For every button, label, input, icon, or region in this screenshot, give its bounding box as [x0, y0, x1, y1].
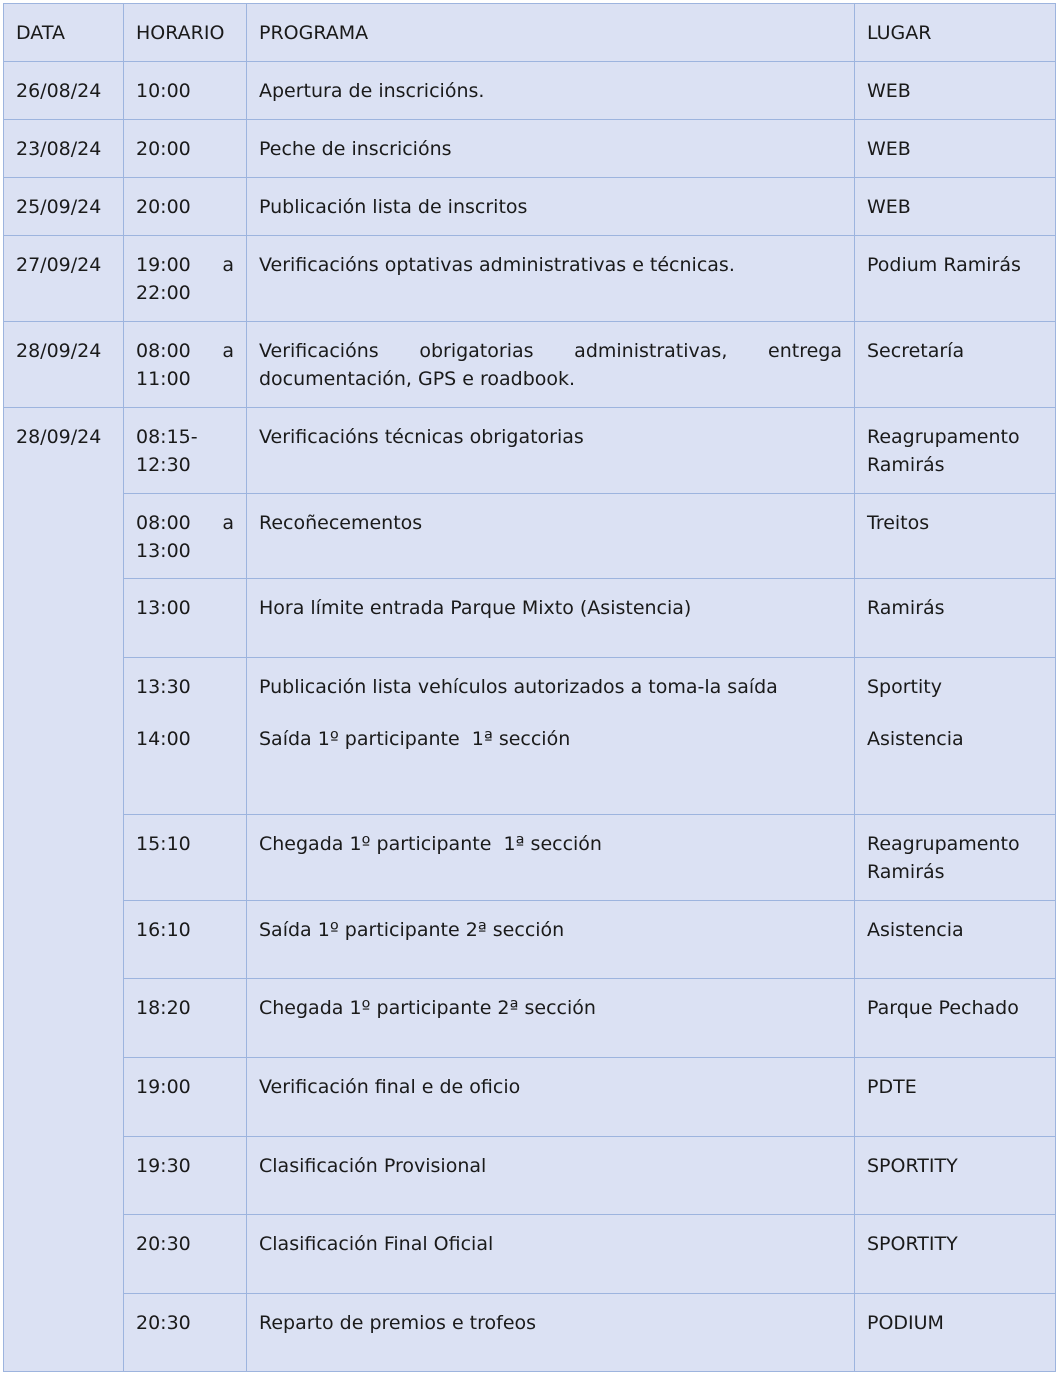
row-place: PDTE: [855, 1058, 1056, 1137]
row-time: [124, 658, 247, 815]
time-to: 11:00: [136, 367, 191, 390]
table-row: [4, 901, 1056, 979]
row-time: 20:00: [124, 120, 247, 178]
row-program: Verificacións técnicas obrigatorias: [247, 408, 855, 494]
table-row: [4, 658, 1056, 815]
time-to: 13:00: [136, 539, 191, 562]
place-line2: Ramirás: [867, 453, 945, 476]
row-program: [247, 658, 855, 815]
row-program: Hora límite entrada Parque Mixto (Asistencia): [247, 579, 855, 658]
table-row: [4, 178, 1056, 236]
schedule-table: [3, 3, 1056, 1372]
row-program: Chegada 1º participante 2ª sección: [247, 979, 855, 1058]
row-program: Verificación final e de oficio: [247, 1058, 855, 1137]
row-place: Treitos: [855, 494, 1056, 579]
place-line2: Ramirás: [867, 860, 945, 883]
row-place: WEB: [855, 62, 1056, 120]
table-row: [4, 1294, 1056, 1372]
time-sep: a: [222, 512, 234, 534]
time-from: 19:00: [136, 254, 191, 276]
row-place: PODIUM: [855, 1294, 1056, 1372]
table-row: [4, 579, 1056, 658]
table-row: [4, 62, 1056, 120]
table-row: [4, 494, 1056, 579]
row-time: 20:00: [124, 178, 247, 236]
row-date: 28/09/24: [4, 322, 124, 408]
place-b: Asistencia: [867, 727, 964, 750]
place-line1: Reagrupamento: [867, 833, 1020, 855]
row-place: WEB: [855, 120, 1056, 178]
time-sep: a: [222, 340, 234, 362]
row-place: Ramirás: [855, 579, 1056, 658]
row-time: 20:30: [124, 1215, 247, 1294]
table-header-row: [4, 4, 1056, 62]
place-line1: Reagrupamento: [867, 426, 1020, 448]
row-time: 19:30: [124, 1137, 247, 1215]
row-program: Clasificación Provisional: [247, 1137, 855, 1215]
row-date: 26/08/24: [4, 62, 124, 120]
row-time: [124, 322, 247, 408]
row-date: 23/08/24: [4, 120, 124, 178]
row-program: Verificacións obrigatorias administrativas, entrega documentación, GPS e roadbook.: [247, 322, 855, 408]
row-place: Asistencia: [855, 901, 1056, 979]
row-place: SPORTITY: [855, 1137, 1056, 1215]
row-date: 27/09/24: [4, 236, 124, 322]
header-place: LUGAR: [855, 4, 1056, 62]
row-place: SPORTITY: [855, 1215, 1056, 1294]
row-time: 16:10: [124, 901, 247, 979]
row-program: Clasificación Final Oficial: [247, 1215, 855, 1294]
row-time: 18:20: [124, 979, 247, 1058]
row-program: Peche de inscricións: [247, 120, 855, 178]
time-line2: 12:30: [136, 453, 191, 476]
row-place: WEB: [855, 178, 1056, 236]
time-sep: a: [222, 254, 234, 276]
row-program: Apertura de inscricións.: [247, 62, 855, 120]
row-place: [855, 815, 1056, 901]
table-row: [4, 979, 1056, 1058]
table-row: [4, 1215, 1056, 1294]
table-row: [4, 322, 1056, 408]
row-program: Saída 1º participante 2ª sección: [247, 901, 855, 979]
row-place: Parque Pechado: [855, 979, 1056, 1058]
row-place: Podium Ramirás: [855, 236, 1056, 322]
row-program: Reparto de premios e trofeos: [247, 1294, 855, 1372]
time-from: 08:00: [136, 512, 191, 534]
row-time: 15:10: [124, 815, 247, 901]
row-time: 19:00: [124, 1058, 247, 1137]
time-from: 08:00: [136, 340, 191, 362]
place-a: Sportity: [867, 676, 942, 698]
program-a: Publicación lista vehículos autorizados a toma-la saída: [259, 676, 778, 698]
row-program: Chegada 1º participante 1ª sección: [247, 815, 855, 901]
time-to: 22:00: [136, 281, 191, 304]
row-program: Recoñecementos: [247, 494, 855, 579]
group-date: 28/09/24: [4, 408, 124, 1372]
row-program: Publicación lista de inscritos: [247, 178, 855, 236]
table-row: [4, 120, 1056, 178]
table-row: [4, 408, 1056, 494]
row-time: [124, 494, 247, 579]
row-time: [124, 236, 247, 322]
header-time: HORARIO: [124, 4, 247, 62]
time-a: 13:30: [136, 676, 191, 698]
row-time: 20:30: [124, 1294, 247, 1372]
row-time: [124, 408, 247, 494]
table-row: [4, 1058, 1056, 1137]
row-time: 10:00: [124, 62, 247, 120]
header-date: DATA: [4, 4, 124, 62]
table-row: [4, 815, 1056, 901]
row-date: 25/09/24: [4, 178, 124, 236]
row-program: Verificacións optativas administrativas e técnicas.: [247, 236, 855, 322]
row-place: Secretaría: [855, 322, 1056, 408]
row-time: 13:00: [124, 579, 247, 658]
row-place: [855, 408, 1056, 494]
time-b: 14:00: [136, 727, 191, 750]
header-program: PROGRAMA: [247, 4, 855, 62]
program-b: Saída 1º participante 1ª sección: [259, 727, 571, 750]
table-row: [4, 236, 1056, 322]
row-place: [855, 658, 1056, 815]
time-line1: 08:15-: [136, 426, 198, 448]
table-row: [4, 1137, 1056, 1215]
